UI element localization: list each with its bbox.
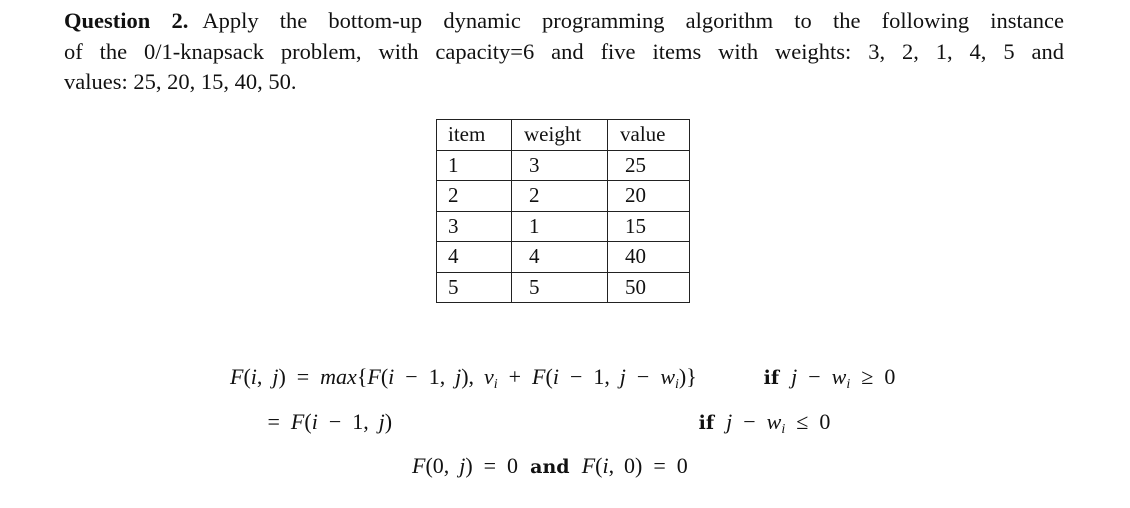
cell-item: 3 <box>437 211 512 242</box>
header-item: item <box>437 120 512 151</box>
table-header-row <box>437 120 690 151</box>
cell-item: 1 <box>437 150 512 181</box>
condition-2-text: if $j - w_i \le 0$ <box>692 409 831 437</box>
cell-item: 4 <box>437 242 512 273</box>
table-row <box>437 211 690 242</box>
cell-item: 5 <box>437 272 512 303</box>
table-row <box>437 242 690 273</box>
base-case-formula <box>412 453 688 479</box>
cell-weight: 4 <box>512 242 608 273</box>
cell-value: 25 <box>608 150 690 181</box>
question-line-1-text: Apply the bottom-up dynamic programming algorithm to the following instance <box>202 8 1065 33</box>
question-line-3: values: 25, 20, 15, 40, 50. <box>64 69 297 94</box>
cell-weight: 2 <box>512 181 608 212</box>
base-case: F(0, j) = 0 and F(i, 0) = 0 <box>412 453 688 478</box>
question-text <box>64 6 1064 98</box>
cell-weight: 1 <box>512 211 608 242</box>
recurrence-else: = F(i − 1, j) <box>262 409 393 434</box>
cell-value: 50 <box>608 272 690 303</box>
question-line-1 <box>64 6 1064 37</box>
question-label: Question 2. <box>64 8 189 33</box>
table-row <box>437 181 690 212</box>
cell-value: 20 <box>608 181 690 212</box>
recurrence-main: F(i, j) = max{F(i − 1, j), $v_i + F(i - 1$, $j - w_i$)} <box>230 364 697 392</box>
recurrence-else-formula <box>262 409 392 435</box>
condition-2 <box>692 409 830 438</box>
table-row <box>437 272 690 303</box>
cell-value: 40 <box>608 242 690 273</box>
question-line-2: of the 0/1-knapsack problem, with capacity=6 and five items with weights: 3, 2, 1, 4, 5 and <box>64 38 1064 64</box>
cell-item: 2 <box>437 181 512 212</box>
cell-value: 15 <box>608 211 690 242</box>
header-value: value <box>608 120 690 151</box>
table-row <box>437 150 690 181</box>
recurrence-formula <box>230 364 697 393</box>
header-weight: weight <box>512 120 608 151</box>
cell-weight: 5 <box>512 272 608 303</box>
items-table <box>436 119 690 303</box>
condition-1 <box>757 364 895 393</box>
cell-weight: 3 <box>512 150 608 181</box>
condition-1-text: if $j - w_i \ge 0$ <box>757 364 896 392</box>
